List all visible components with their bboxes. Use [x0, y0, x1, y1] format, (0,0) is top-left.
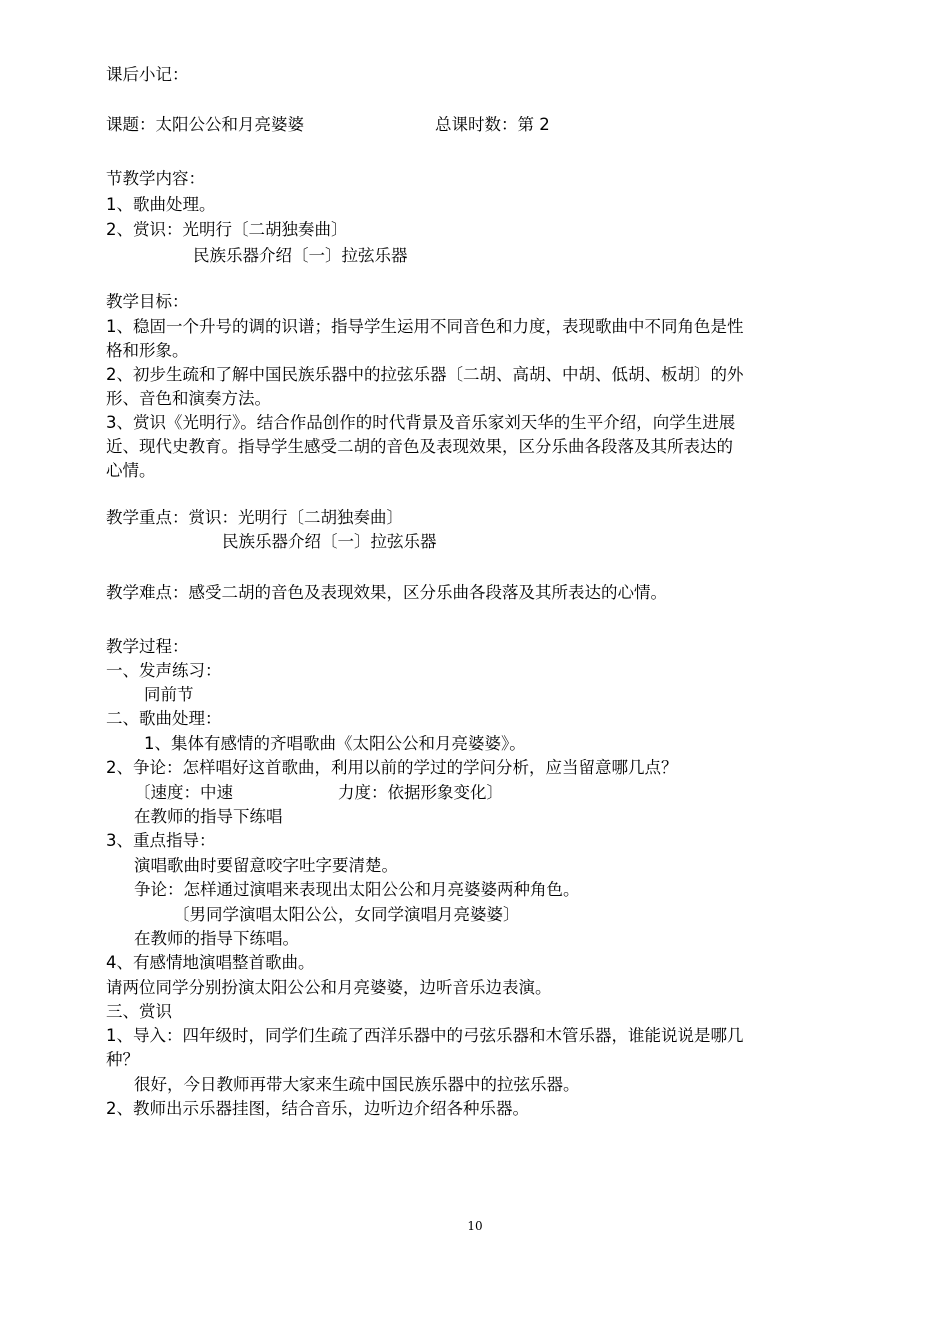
process-line: 〔速度：中速 — [134, 783, 233, 802]
process-line: 3、重点指导： — [106, 831, 216, 850]
process-line: 争论：怎样通过演唱来表现出太阳公公和月亮婆婆两种角色。 — [134, 880, 580, 899]
process-line: 演唱歌曲时要留意咬字吐字要清楚。 — [134, 856, 398, 875]
goal-line: 2、初步生疏和了解中国民族乐器中的拉弦乐器〔二胡、高胡、中胡、低胡、板胡〕的外 — [106, 365, 744, 384]
process-line: 2、教师出示乐器挂图，结合音乐，边听边介绍各种乐器。 — [106, 1099, 529, 1118]
process-line: 很好，今日教师再带大家来生疏中国民族乐器中的拉弦乐器。 — [134, 1075, 580, 1094]
difficulty-line: 教学难点：感受二胡的音色及表现效果，区分乐曲各段落及其所表达的心情。 — [106, 583, 667, 602]
process-line: 同前节 — [144, 685, 194, 704]
goal-line: 格和形象。 — [106, 341, 189, 360]
process-line: 三、赏识 — [106, 1002, 172, 1021]
process-line: 〔男同学演唱太阳公公，女同学演唱月亮婆婆〕 — [173, 905, 520, 924]
process-line: 在教师的指导下练唱。 — [134, 929, 299, 948]
goals-heading: 教学目标： — [106, 292, 189, 311]
after-class-notes-label: 课后小记： — [106, 65, 189, 84]
goal-line: 近、现代史教育。指导学生感受二胡的音色及表现效果，区分乐曲各段落及其所表达的 — [106, 437, 733, 456]
key-points-line: 教学重点：赏识：光明行〔二胡独奏曲〕 — [106, 508, 403, 527]
goal-line: 3、赏识《光明行》。结合作品创作的时代背景及音乐家刘天华的生平介绍，向学生进展 — [106, 413, 736, 432]
process-line: 在教师的指导下练唱 — [134, 807, 283, 826]
process-line: 二、歌曲处理： — [106, 709, 222, 728]
content-heading: 节教学内容： — [106, 169, 205, 188]
lesson-topic: 课题：太阳公公和月亮婆婆 — [106, 115, 304, 134]
process-line: 1、集体有感情的齐唱歌曲《太阳公公和月亮婆婆》。 — [144, 734, 526, 753]
page-number: 10 — [467, 1219, 483, 1233]
process-line: 2、争论：怎样唱好这首歌曲，利用以前的学过的学问分析，应当留意哪几点？ — [106, 758, 678, 777]
goal-line: 1、稳固一个升号的调的识谱；指导学生运用不同音色和力度，表现歌曲中不同角色是性 — [106, 317, 744, 336]
key-points-line: 民族乐器介绍〔一〕拉弦乐器 — [222, 532, 437, 551]
goal-line: 心情。 — [106, 461, 156, 480]
process-line: 4、有感情地演唱整首歌曲。 — [106, 953, 315, 972]
goal-line: 形、音色和演奏方法。 — [106, 389, 271, 408]
content-item: 2、赏识：光明行〔二胡独奏曲〕 — [106, 220, 348, 239]
content-item: 民族乐器介绍〔一〕拉弦乐器 — [193, 246, 408, 265]
content-item: 1、歌曲处理。 — [106, 195, 216, 214]
process-heading: 教学过程： — [106, 637, 189, 656]
total-class-hours: 总课时数：第 2 — [435, 115, 550, 134]
process-line: 请两位同学分别扮演太阳公公和月亮婆婆，边听音乐边表演。 — [106, 978, 552, 997]
process-line: 一、发声练习： — [106, 661, 222, 680]
process-line: 力度：依据形象变化〕 — [338, 783, 503, 802]
process-line: 1、导入：四年级时，同学们生疏了西洋乐器中的弓弦乐器和木管乐器，谁能说说是哪几 — [106, 1026, 744, 1045]
process-line: 种？ — [106, 1050, 139, 1069]
